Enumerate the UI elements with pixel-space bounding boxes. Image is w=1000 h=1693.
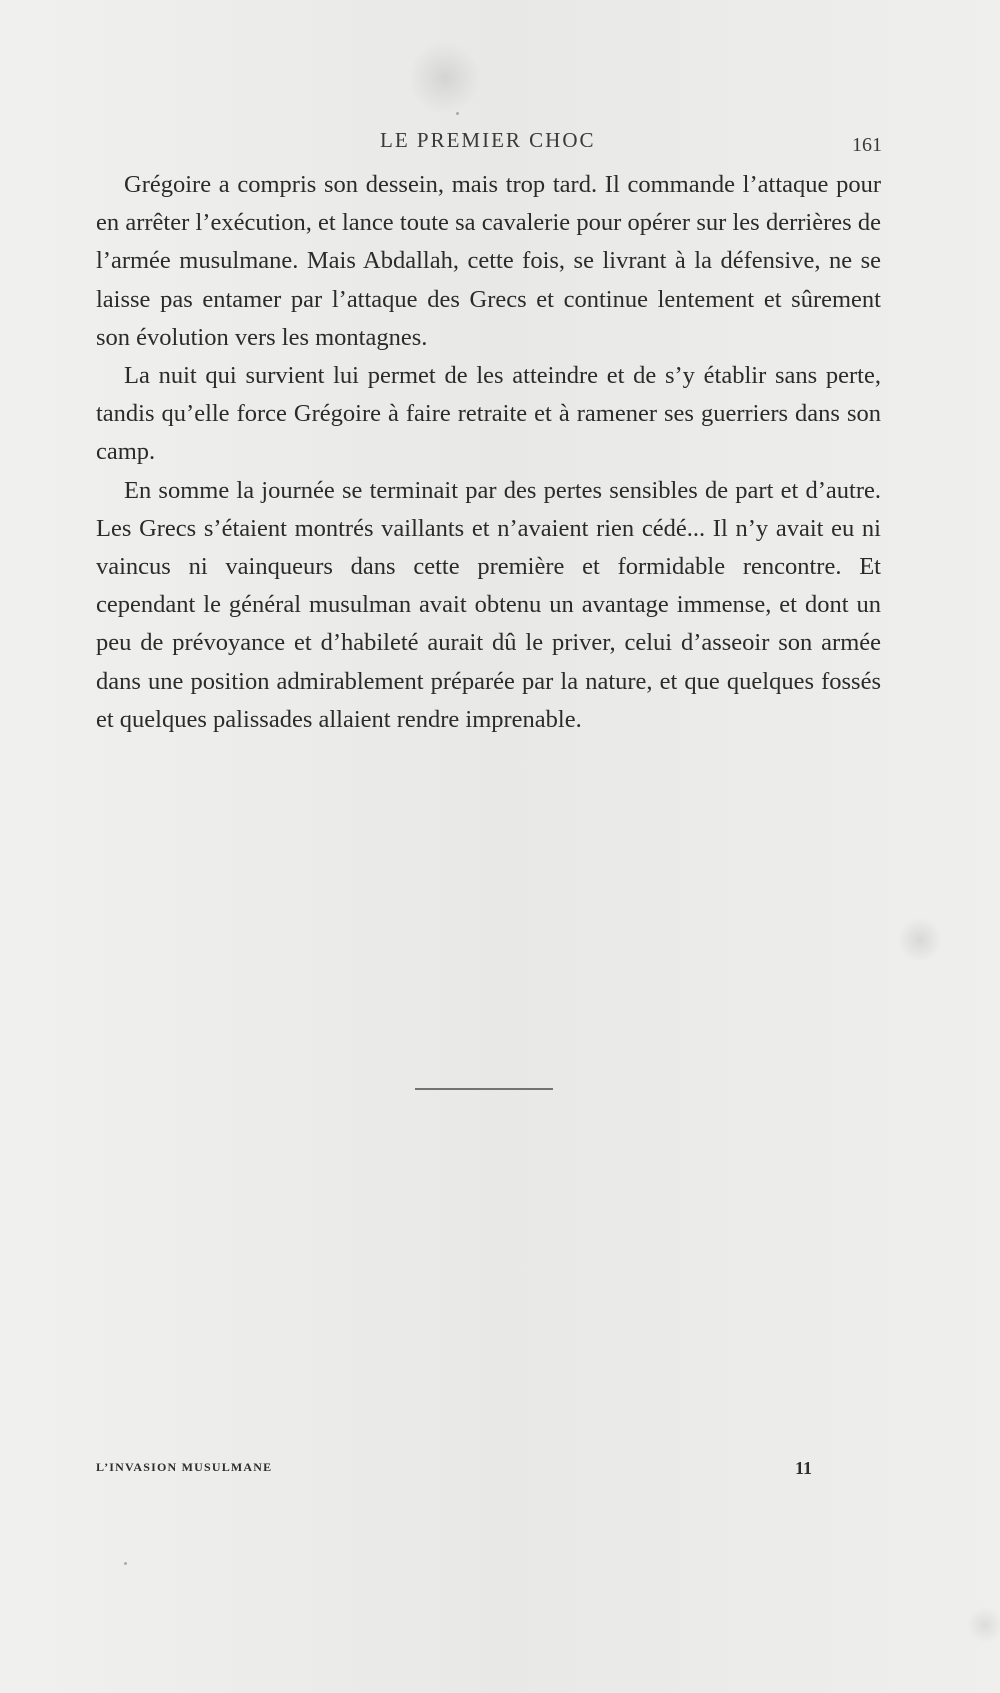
paragraph-3: En somme la journée se terminait par des pertes sensibles de part et d’autre. Les Grecs s’étaient montrés vaillants et n’avaient rien cédé... Il n’y avait eu ni vaincus ni vainqueurs dans cette première et formidable rencontre. Et cependant le général musulman avait obtenu un avantage immense, et dont un peu de prévoyance et d’habileté aurait dû le priver, celui d’asseoir son armée dans une position admirablement préparée par la nature, et que quelques fossés et quelques palissades allaient rendre imprenable.	[96, 476, 881, 733]
main-text-block	[96, 166, 881, 739]
paragraph-2: La nuit qui survient lui permet de les atteindre et de s’y établir sans perte, tandis qu’elle force Grégoire à faire retraite et à ramener ses guerriers dans son camp.	[96, 362, 881, 466]
paper-speck	[124, 1562, 127, 1565]
paragraph-1: Grégoire a compris son dessein, mais trop tard. Il commande l’attaque pour en arrêter l’exécution, et lance toute sa cavalerie pour opérer sur les derrières de l’armée musulmane. Mais Abdallah, cette fois, se livrant à la défensive, ne se laisse pas entamer par l’attaque des Grecs et continue lentement et sûrement son évolution vers les montagnes.	[96, 171, 881, 351]
page-number: 161	[852, 134, 882, 156]
printer-signature-number: 11	[795, 1458, 813, 1478]
running-head-title: LE PREMIER CHOC	[380, 128, 596, 152]
paper-speck	[456, 112, 459, 115]
printer-signature-title: L’INVASION MUSULMANE	[96, 1460, 273, 1474]
section-end-rule	[415, 1088, 553, 1090]
